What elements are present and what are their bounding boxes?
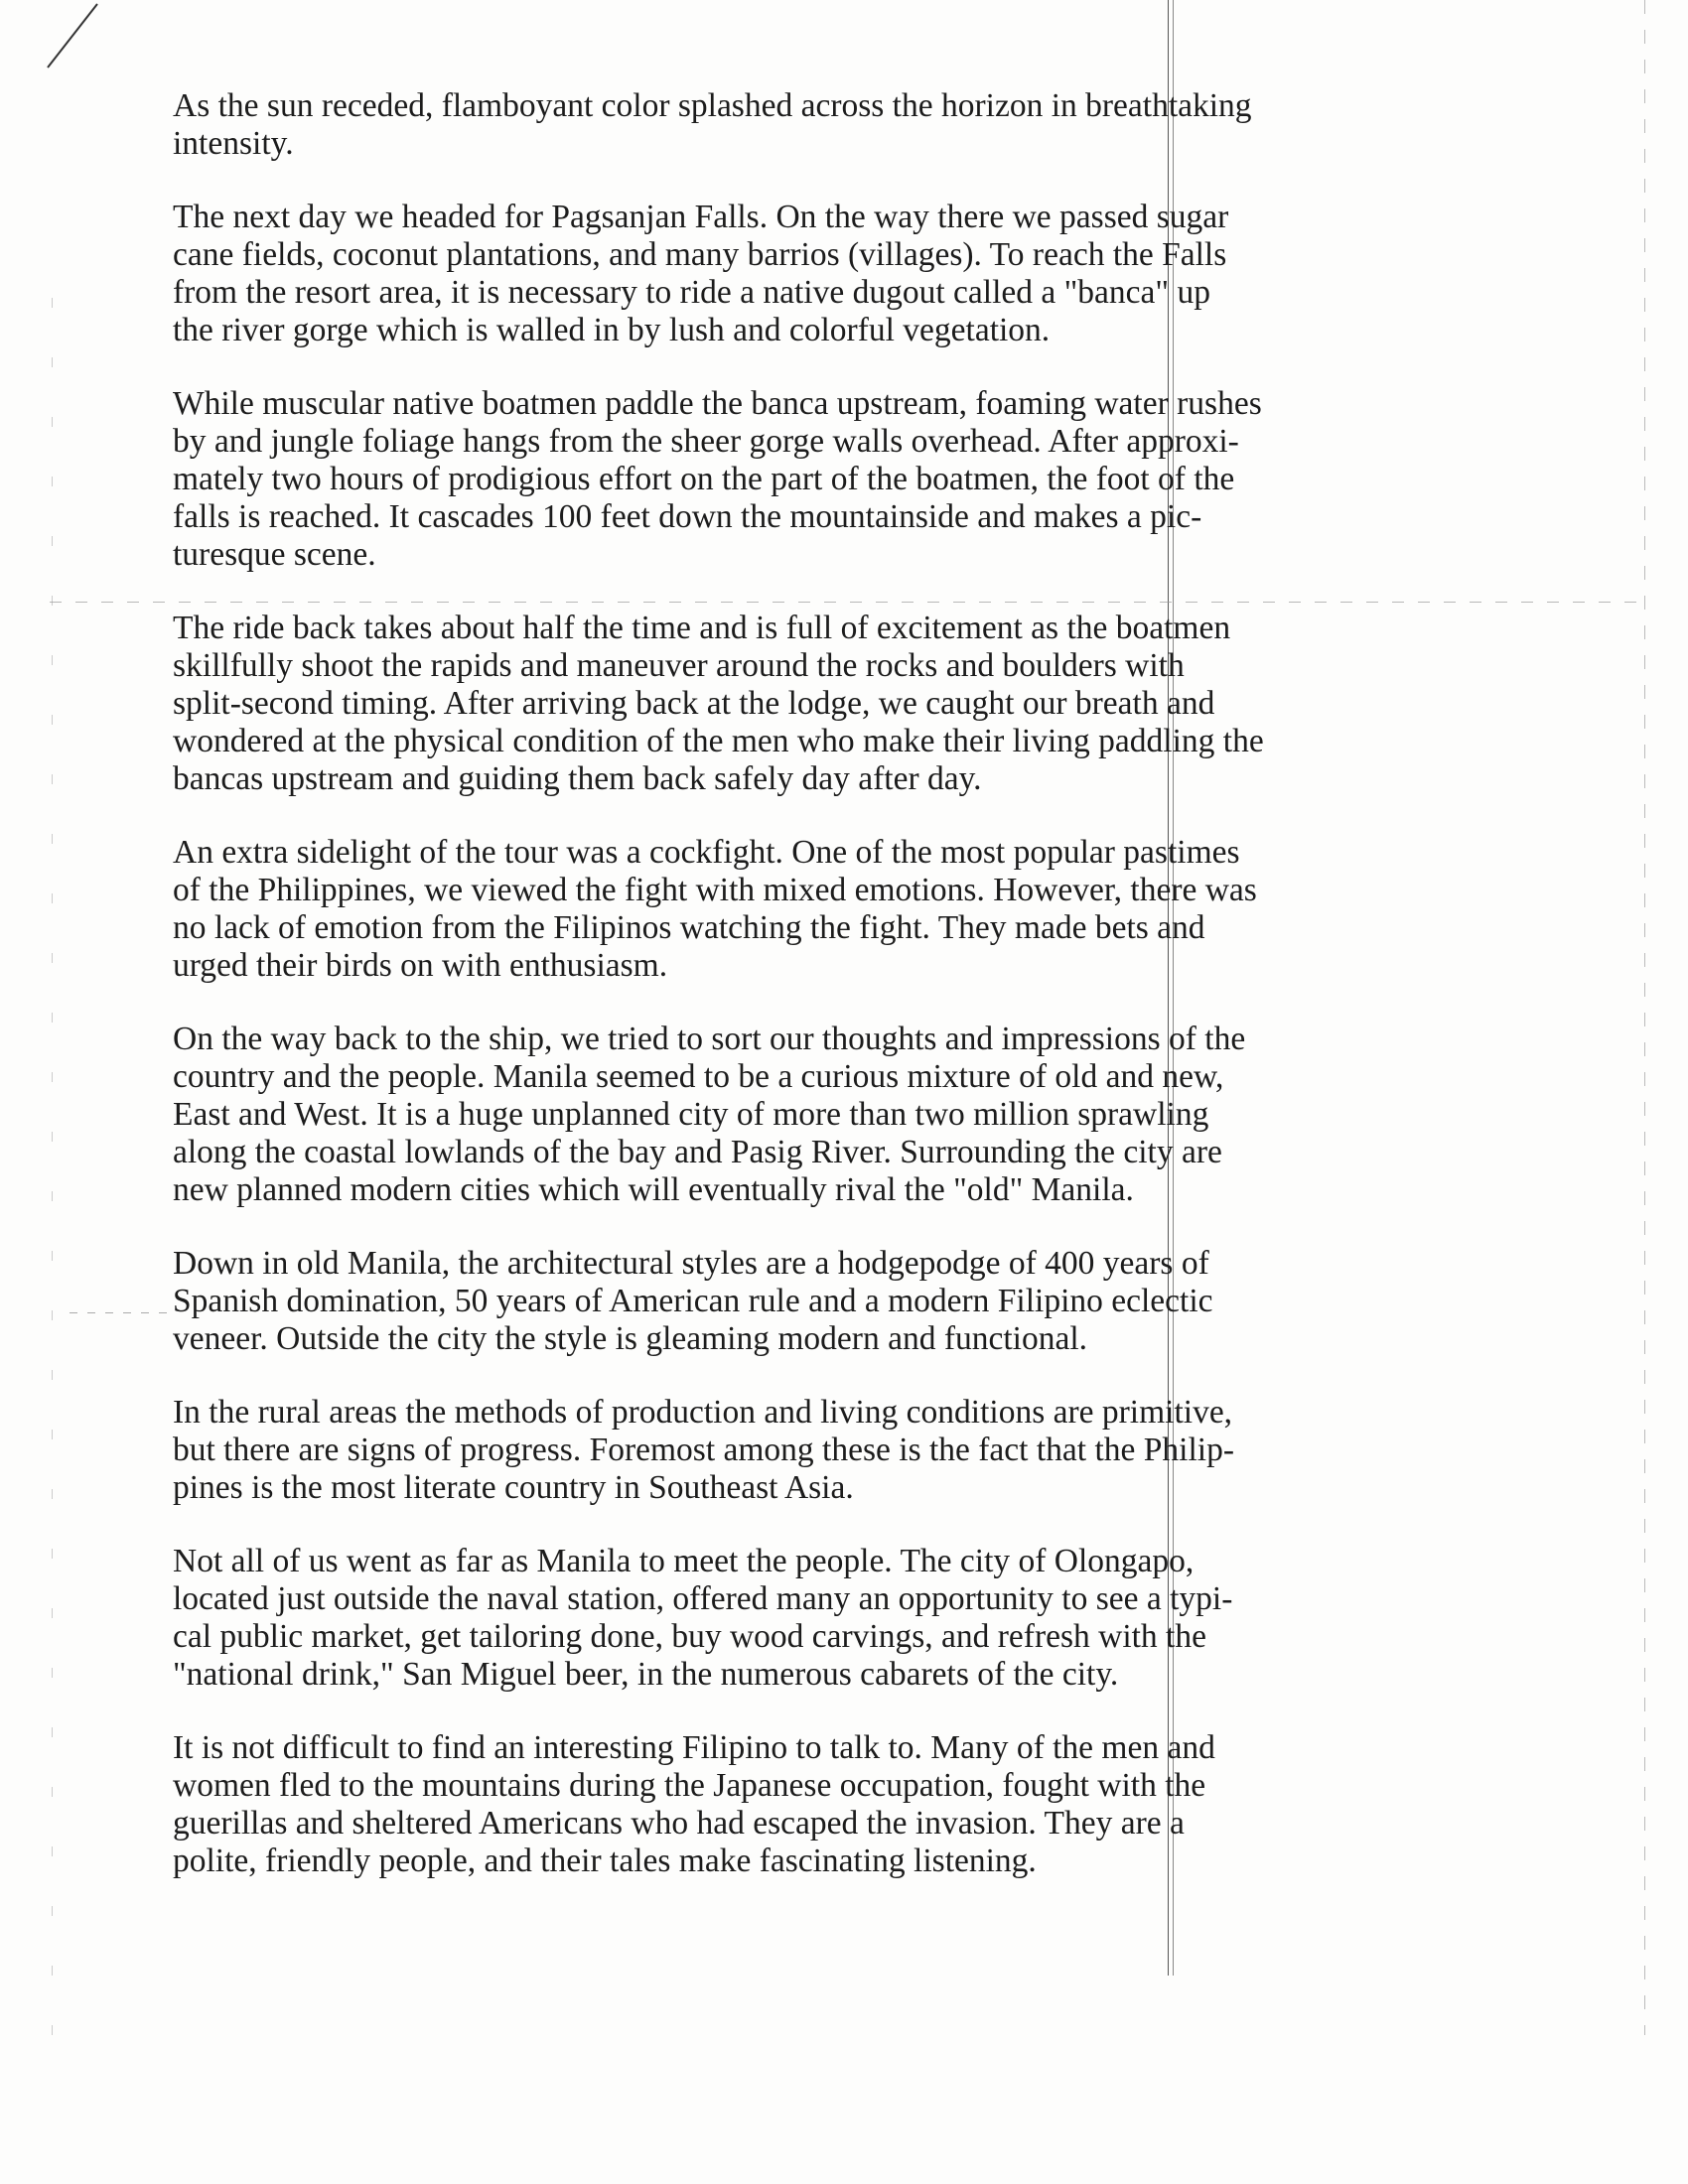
text-line: by and jungle foliage hangs from the sheer gorge walls overhead. After approxi-: [173, 423, 1239, 460]
paragraph-olongapo: [173, 1543, 1563, 1694]
text-line: mately two hours of prodigious effort on the part of the boatmen, the foot of the: [173, 461, 1235, 497]
pen-stroke-mark: [40, 0, 109, 69]
text-line: Spanish domination, 50 years of American rule and a modern Filipino eclectic: [173, 1283, 1213, 1319]
text-line: the river gorge which is walled in by lush and colorful vegetation.: [173, 312, 1051, 348]
text-line: no lack of emotion from the Filipinos watching the fight. They made bets and: [173, 909, 1205, 946]
text-line: Not all of us went as far as Manila to meet the people. The city of Olongapo,: [173, 1543, 1195, 1579]
paragraph-filipino-people: [173, 1729, 1563, 1880]
scan-dash-artifact-small: [70, 1312, 169, 1313]
paragraph-pagsanjan-falls: [173, 199, 1563, 349]
body-text: [173, 87, 1563, 1880]
text-line: but there are signs of progress. Foremost among these is the fact that the Philip-: [173, 1432, 1234, 1468]
scan-edge-right: [1644, 0, 1645, 2035]
text-line: "national drink," San Miguel beer, in the numerous cabarets of the city.: [173, 1656, 1119, 1693]
text-line: split-second timing. After arriving back at the lodge, we caught our breath and: [173, 685, 1215, 722]
text-line: women fled to the mountains during the Japanese occupation, fought with the: [173, 1767, 1206, 1804]
text-line: The next day we headed for Pagsanjan Falls. On the way there we passed sugar: [173, 199, 1229, 235]
text-line: of the Philippines, we viewed the fight with mixed emotions. However, there was: [173, 872, 1257, 908]
text-line: In the rural areas the methods of production and living conditions are primitive,: [173, 1394, 1233, 1431]
paragraph-rural-areas: [173, 1394, 1563, 1507]
text-line: falls is reached. It cascades 100 feet down the mountainside and makes a pic-: [173, 498, 1202, 535]
scan-edge-left: [52, 298, 53, 2035]
text-line: bancas upstream and guiding them back safely day after day.: [173, 760, 982, 797]
text-line: As the sun receded, flamboyant color splashed across the horizon in breathtaking: [173, 87, 1252, 124]
paragraph-sunset: [173, 87, 1563, 163]
paragraph-architecture: [173, 1245, 1563, 1358]
text-line: located just outside the naval station, offered many an opportunity to see a typi-: [173, 1580, 1233, 1617]
text-line: East and West. It is a huge unplanned city of more than two million sprawling: [173, 1096, 1209, 1133]
paragraph-ride-back: [173, 610, 1563, 798]
text-line: veneer. Outside the city the style is gleaming modern and functional.: [173, 1320, 1088, 1357]
text-line: urged their birds on with enthusiasm.: [173, 947, 668, 984]
text-line: It is not difficult to find an interesting Filipino to talk to. Many of the men and: [173, 1729, 1215, 1766]
text-line: cal public market, get tailoring done, buy wood carvings, and refresh with the: [173, 1618, 1206, 1655]
text-line: An extra sidelight of the tour was a cockfight. One of the most popular pastimes: [173, 834, 1240, 871]
text-line: guerillas and sheltered Americans who had escaped the invasion. They are a: [173, 1805, 1185, 1842]
paragraph-cockfight: [173, 834, 1563, 985]
text-line: wondered at the physical condition of the men who make their living paddling the: [173, 723, 1264, 759]
text-line: pines is the most literate country in Southeast Asia.: [173, 1469, 854, 1506]
text-line: cane fields, coconut plantations, and many barrios (villages). To reach the Falls: [173, 236, 1227, 273]
text-line: While muscular native boatmen paddle the banca upstream, foaming water rushes: [173, 385, 1262, 422]
text-line: polite, friendly people, and their tales make fascinating listening.: [173, 1843, 1037, 1879]
paragraph-manila-impressions: [173, 1021, 1563, 1209]
text-line: new planned modern cities which will eventually rival the "old" Manila.: [173, 1171, 1134, 1208]
text-line: from the resort area, it is necessary to ride a native dugout called a "banca" up: [173, 274, 1210, 311]
text-line: On the way back to the ship, we tried to sort our thoughts and impressions of the: [173, 1021, 1246, 1057]
text-line: The ride back takes about half the time and is full of excitement as the boatmen: [173, 610, 1231, 646]
text-line: intensity.: [173, 125, 294, 162]
paragraph-boatmen: [173, 385, 1563, 574]
text-line: turesque scene.: [173, 536, 376, 573]
text-line: skillfully shoot the rapids and maneuver around the rocks and boulders with: [173, 647, 1185, 684]
text-line: Down in old Manila, the architectural styles are a hodgepodge of 400 years of: [173, 1245, 1209, 1282]
text-line: along the coastal lowlands of the bay and Pasig River. Surrounding the city are: [173, 1134, 1222, 1170]
text-line: country and the people. Manila seemed to be a curious mixture of old and new,: [173, 1058, 1224, 1095]
